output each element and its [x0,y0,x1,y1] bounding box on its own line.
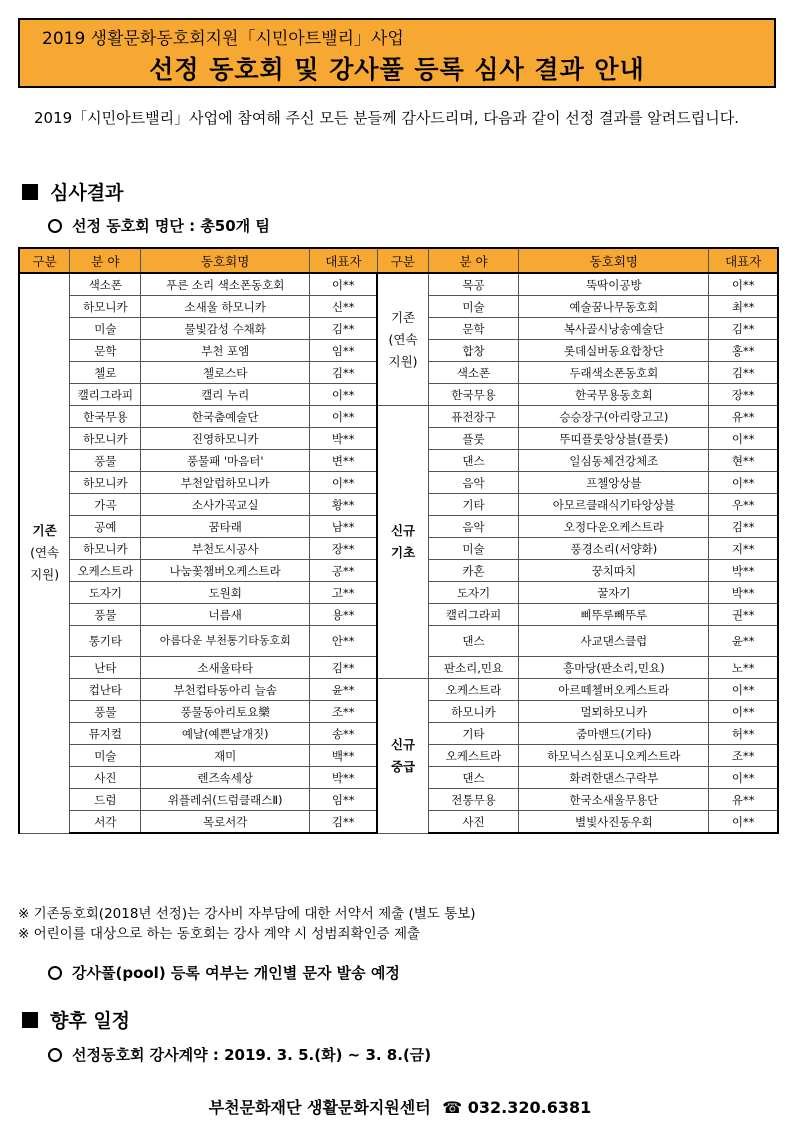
right-field-cell: 목공 [428,273,519,296]
col-header: 분 야 [428,248,519,273]
right-field-cell: 한국무용 [428,384,519,406]
group-label-line: 기존 [32,523,57,539]
schedule-bullet [48,1044,431,1065]
left-rep-cell: 박** [309,767,377,789]
left-club-cell: 진영하모니카 [141,428,309,450]
title-banner [18,18,776,88]
right-field-cell: 미술 [428,538,519,560]
left-club-cell: 도원회 [141,582,309,604]
left-rep-cell: 장** [309,538,377,560]
right-field-cell: 음악 [428,516,519,538]
right-rep-cell: 권** [709,604,778,626]
left-rep-cell: 이** [309,273,377,296]
left-club-cell: 나눔꽃챔버오케스트라 [141,560,309,582]
left-rep-cell: 공** [309,560,377,582]
right-club-cell: 꿍치따치 [519,560,709,582]
group-label-existing [19,273,70,833]
left-field-cell: 하모니카 [70,428,141,450]
right-rep-cell: 노** [709,657,778,679]
right-rep-cell: 김** [709,362,778,384]
left-rep-cell: 윤** [309,679,377,701]
right-field-cell: 전통무용 [428,789,519,811]
banner-subtitle: 2019 생활문화동호회지원「시민아트밸리」사업 [42,29,404,49]
left-rep-cell: 이** [309,384,377,406]
right-field-cell: 도자기 [428,582,519,604]
group-label: 신규 기초 [377,406,428,679]
right-rep-cell: 이** [709,273,778,296]
left-club-cell: 부천알럽하모니카 [141,472,309,494]
table-row [19,406,778,428]
right-rep-cell: 김** [709,318,778,340]
right-rep-cell: 이** [709,679,778,701]
col-header: 분 야 [70,248,141,273]
left-club-cell: 재미 [141,745,309,767]
circle-bullet-icon [48,1048,62,1062]
left-field-cell: 서각 [70,811,141,834]
right-rep-cell: 이** [709,472,778,494]
left-club-cell: 물빛감성 수채화 [141,318,309,340]
left-rep-cell: 안** [309,626,377,657]
footer-phone: 032.320.6381 [467,1098,592,1117]
right-field-cell: 기타 [428,723,519,745]
section-heading-text: 심사결과 [50,182,124,204]
right-field-cell: 캘리그라피 [428,604,519,626]
right-rep-cell: 홍** [709,340,778,362]
col-header: 구분 [19,248,70,273]
left-club-cell: 한국춤예술단 [141,406,309,428]
right-club-cell: 꿀자기 [519,582,709,604]
left-field-cell: 문학 [70,340,141,362]
right-field-cell: 사진 [428,811,519,834]
right-club-cell: 흥마당(판소리,민요) [519,657,709,679]
right-club-cell: 아모르클래식기타앙상블 [519,494,709,516]
right-club-cell: 롯데실버동요합창단 [519,340,709,362]
left-field-cell: 캘리그라피 [70,384,141,406]
left-rep-cell: 신** [309,296,377,318]
right-rep-cell: 유** [709,789,778,811]
right-field-cell: 카혼 [428,560,519,582]
right-rep-cell: 우** [709,494,778,516]
left-rep-cell: 남** [309,516,377,538]
left-field-cell: 미술 [70,318,141,340]
right-club-cell: 한국소새울무용단 [519,789,709,811]
left-field-cell: 풍물 [70,701,141,723]
bullet-text: 선정 동호회 명단 : 총50개 팀 [72,217,270,235]
left-club-cell: 너름새 [141,604,309,626]
right-field-cell: 하모니카 [428,701,519,723]
right-rep-cell: 박** [709,582,778,604]
right-field-cell: 기타 [428,494,519,516]
right-field-cell: 색소폰 [428,362,519,384]
circle-bullet-icon [48,966,62,980]
left-club-cell: 소사가곡교실 [141,494,309,516]
left-field-cell: 첼로 [70,362,141,384]
circle-bullet-icon [48,219,62,233]
right-rep-cell: 이** [709,701,778,723]
right-rep-cell: 최** [709,296,778,318]
right-club-cell: 프첼앙상블 [519,472,709,494]
left-field-cell: 사진 [70,767,141,789]
right-club-cell: 한국무용동호회 [519,384,709,406]
right-rep-cell: 김** [709,516,778,538]
left-rep-cell: 김** [309,657,377,679]
pool-bullet [48,962,400,983]
table-header-row [19,248,778,273]
section-heading-schedule [22,1006,130,1033]
right-club-cell: 아르떼첼버오케스트라 [519,679,709,701]
footer-contact [0,1095,800,1118]
table-row [19,273,778,296]
right-rep-cell: 박** [709,560,778,582]
left-club-cell: 예날(예쁜날개짓) [141,723,309,745]
right-rep-cell: 유** [709,406,778,428]
left-field-cell: 통기타 [70,626,141,657]
left-club-cell: 부천도시공사 [141,538,309,560]
left-rep-cell: 김** [309,811,377,834]
right-field-cell: 플룻 [428,428,519,450]
right-rep-cell: 허** [709,723,778,745]
telephone-icon: ☎ [442,1098,463,1117]
left-field-cell: 컵난타 [70,679,141,701]
right-club-cell: 뚝딱이공방 [519,273,709,296]
left-club-cell: 풍물패 '마음터' [141,450,309,472]
left-field-cell: 드럼 [70,789,141,811]
left-rep-cell: 조** [309,701,377,723]
left-club-cell: 푸른 소리 색소폰동호회 [141,273,309,296]
right-rep-cell: 현** [709,450,778,472]
right-club-cell: 오정다운오케스트라 [519,516,709,538]
left-field-cell: 도자기 [70,582,141,604]
right-club-cell: 뚜띠플룻앙상블(플룻) [519,428,709,450]
left-rep-cell: 황** [309,494,377,516]
right-club-cell: 사교댄스클럽 [519,626,709,657]
col-header: 동호회명 [141,248,309,273]
left-rep-cell: 이** [309,472,377,494]
right-rep-cell: 이** [709,428,778,450]
left-club-cell: 아름다운 부천통기타동호회 [141,626,309,657]
left-rep-cell: 이** [309,406,377,428]
right-rep-cell: 이** [709,811,778,834]
right-club-cell: 일심동체건강체조 [519,450,709,472]
right-rep-cell: 윤** [709,626,778,657]
square-bullet-icon [22,1012,38,1028]
left-rep-cell: 박** [309,428,377,450]
left-rep-cell: 용** [309,604,377,626]
bullet-text: 선정동호회 강사계약 : 2019. 3. 5.(화) ~ 3. 8.(금) [72,1046,432,1064]
left-club-cell: 소새울 하모니카 [141,296,309,318]
group-label: 신규 중급 [377,679,428,834]
left-rep-cell: 임** [309,789,377,811]
left-field-cell: 가곡 [70,494,141,516]
left-club-cell: 위플레쉬(드럼클래스Ⅱ) [141,789,309,811]
right-field-cell: 퓨전장구 [428,406,519,428]
group-label-line: (연속지원) [30,545,60,583]
square-bullet-icon [22,184,38,200]
right-field-cell: 댄스 [428,626,519,657]
right-club-cell: 삐뚜루빼뚜루 [519,604,709,626]
right-field-cell: 댄스 [428,450,519,472]
left-field-cell: 난타 [70,657,141,679]
left-club-cell: 풍물동아리토요樂 [141,701,309,723]
right-field-cell: 문학 [428,318,519,340]
right-field-cell: 오케스트라 [428,679,519,701]
left-rep-cell: 변** [309,450,377,472]
left-club-cell: 렌즈속세상 [141,767,309,789]
group-label: 기존 (연속 지원) [377,273,428,406]
left-field-cell: 풍물 [70,604,141,626]
right-field-cell: 미술 [428,296,519,318]
right-rep-cell: 이** [709,767,778,789]
left-rep-cell: 김** [309,362,377,384]
col-header: 대표자 [309,248,377,273]
left-field-cell: 하모니카 [70,472,141,494]
left-field-cell: 풍물 [70,450,141,472]
section-heading-results [22,178,123,205]
left-field-cell: 하모니카 [70,538,141,560]
col-header: 동호회명 [519,248,709,273]
left-rep-cell: 김** [309,318,377,340]
col-header: 구분 [377,248,428,273]
col-header: 대표자 [709,248,778,273]
right-club-cell: 화려한댄스구락부 [519,767,709,789]
right-rep-cell: 장** [709,384,778,406]
left-rep-cell: 고** [309,582,377,604]
left-field-cell: 공예 [70,516,141,538]
left-club-cell: 캘리 누리 [141,384,309,406]
left-rep-cell: 임** [309,340,377,362]
note-line: ※ 어린이를 대상으로 하는 동호회는 강사 계약 시 성범죄확인증 제출 [18,926,421,942]
note-line: ※ 기존동호회(2018년 선정)는 강사비 자부담에 대한 서약서 제출 (별도 통보) [18,906,476,922]
table-row [19,679,778,701]
right-field-cell: 합창 [428,340,519,362]
right-field-cell: 음악 [428,472,519,494]
right-field-cell: 판소리,민요 [428,657,519,679]
left-club-cell: 꿈타래 [141,516,309,538]
left-field-cell: 색소폰 [70,273,141,296]
intro-paragraph: 2019「시민아트밸리」사업에 참여해 주신 모든 분들께 감사드리며, 다음과 같이 선정 결과를 알려드립니다. [34,109,739,127]
left-field-cell: 오케스트라 [70,560,141,582]
left-club-cell: 소새울타타 [141,657,309,679]
section-heading-text: 향후 일정 [50,1010,131,1032]
bullet-text: 강사풀(pool) 등록 여부는 개인별 문자 발송 예정 [72,964,400,982]
left-club-cell: 목로서각 [141,811,309,834]
left-field-cell: 뮤지컬 [70,723,141,745]
right-rep-cell: 조** [709,745,778,767]
right-club-cell: 예술꿈나무동호회 [519,296,709,318]
notes [18,904,475,944]
left-club-cell: 부천 포엠 [141,340,309,362]
right-field-cell: 댄스 [428,767,519,789]
right-club-cell: 줌마밴드(기타) [519,723,709,745]
left-club-cell: 첼로스타 [141,362,309,384]
right-rep-cell: 지** [709,538,778,560]
results-table [18,247,779,834]
right-club-cell: 풍경소리(서양화) [519,538,709,560]
right-club-cell: 복사골시낭송예술단 [519,318,709,340]
banner-title: 선정 동호회 및 강사풀 등록 심사 결과 안내 [149,55,645,84]
left-club-cell: 부천컵타동아리 늘솜 [141,679,309,701]
right-club-cell: 두래색소폰동호회 [519,362,709,384]
left-field-cell: 한국무용 [70,406,141,428]
right-club-cell: 승승장구(아리랑고고) [519,406,709,428]
left-field-cell: 하모니카 [70,296,141,318]
left-field-cell: 미술 [70,745,141,767]
left-rep-cell: 송** [309,723,377,745]
footer-org: 부천문화재단 생활문화지원센터 [208,1098,431,1117]
right-club-cell: 멀뫼하모니카 [519,701,709,723]
left-rep-cell: 백** [309,745,377,767]
right-club-cell: 하모닉스심포니오케스트라 [519,745,709,767]
right-club-cell: 별빛사진동우회 [519,811,709,834]
right-field-cell: 오케스트라 [428,745,519,767]
selected-clubs-bullet [48,215,270,236]
